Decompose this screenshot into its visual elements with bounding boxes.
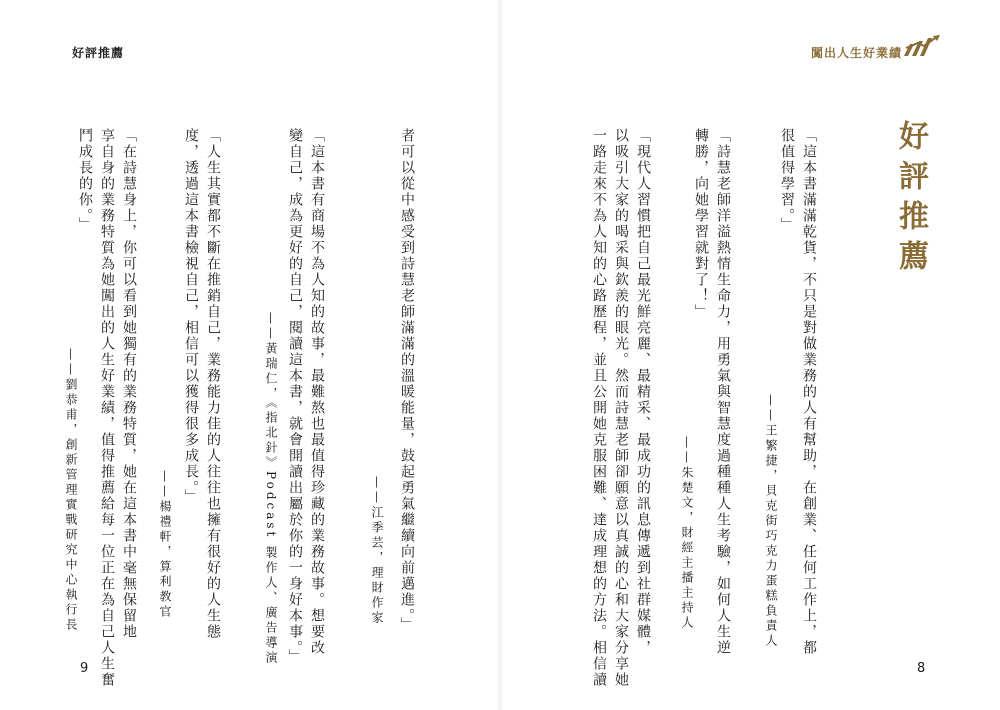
quote-wang: [776, 128, 820, 656]
quote-line: 變自己，成為更好的自己，閱讀這本書，就會開讀出屬於你的一身好本事。」: [287, 128, 303, 665]
right-page-number: 8: [917, 661, 926, 676]
book-gutter: [497, 0, 503, 710]
quote-line: 鬥成長的你。」: [77, 128, 93, 233]
quote-huang: [284, 128, 328, 665]
attribution-yang: ——楊禮軒，算利教官: [158, 470, 172, 620]
attribution-zhu: ——朱楚文，財經主播主持人: [680, 436, 694, 631]
attribution-jiang: ——江季芸，理財作家: [370, 476, 384, 626]
left-running-head: 好評推薦: [72, 46, 125, 60]
quote-jiang: [588, 128, 654, 688]
quote-line: 「這本書有商場不為人知的故事，最難熬也最值得珍藏的業務故事。想要改: [309, 128, 325, 656]
quote-line: 「人生其實都不斷在推銷自己，業務能力佳的人往往也擁有很好的人生態: [205, 128, 221, 640]
quote-line: 者可以從中感受到詩慧老師滿滿的溫暖能量，鼓起勇氣繼續向前邁進。」: [399, 128, 415, 633]
quote-line: 「這本書滿滿乾貨，不只是對做業務的人有幫助，在創業、任何工作上，都: [801, 128, 817, 656]
quote-line: 轉勝，向她學習就對了！」: [693, 128, 709, 320]
quote-line: 一路走來不為人知的心路歷程，並且公開她克服困難、達成理想的方法。相信讀: [591, 128, 607, 688]
left-page-number: 9: [80, 661, 89, 676]
quote-liu: [74, 128, 140, 688]
quote-yang: [180, 128, 224, 640]
rising-bars-arrow-icon: [902, 34, 942, 58]
quote-line: 享自身的業務特質為她闖出的人生好業績，值得推薦給每一位正在為自己人生奮: [99, 128, 115, 688]
page-title: 好評推薦: [893, 120, 928, 280]
right-running-head: 闖出人生好業績: [810, 46, 902, 60]
attribution-wang: ——王繁捷，貝克街巧克力蛋糕負責人: [764, 394, 778, 649]
attribution-liu: ——劉恭甫，創新管理實戰研究中心執行長: [64, 348, 78, 633]
quote-line: 度，透過這本書檢視自己，相信可以獲得很多成長。」: [183, 128, 199, 505]
quote-jiang-continued: [396, 128, 418, 633]
attribution-huang: ——黃瑞仁，《指北針》Podcast 製作人、廣告導演: [264, 312, 278, 667]
quote-line: 「詩慧老師洋溢熱情生命力，用勇氣與智慧度過種種人生考驗，如何人生逆: [715, 128, 731, 656]
quote-line: 「在詩慧身上，你可以看到她獨有的業務特質，她在這本書中毫無保留地: [121, 128, 137, 640]
quote-line: 以吸引大家的喝采與欽羨的眼光。然而詩慧老師卻願意以真誠的心和大家分享她: [613, 128, 629, 688]
quote-line: 很值得學習。」: [779, 128, 795, 233]
quote-line: 「現代人習慣把自己最光鮮亮麗、最精采、最成功的訊息傳遞到社群媒體，: [635, 128, 651, 656]
